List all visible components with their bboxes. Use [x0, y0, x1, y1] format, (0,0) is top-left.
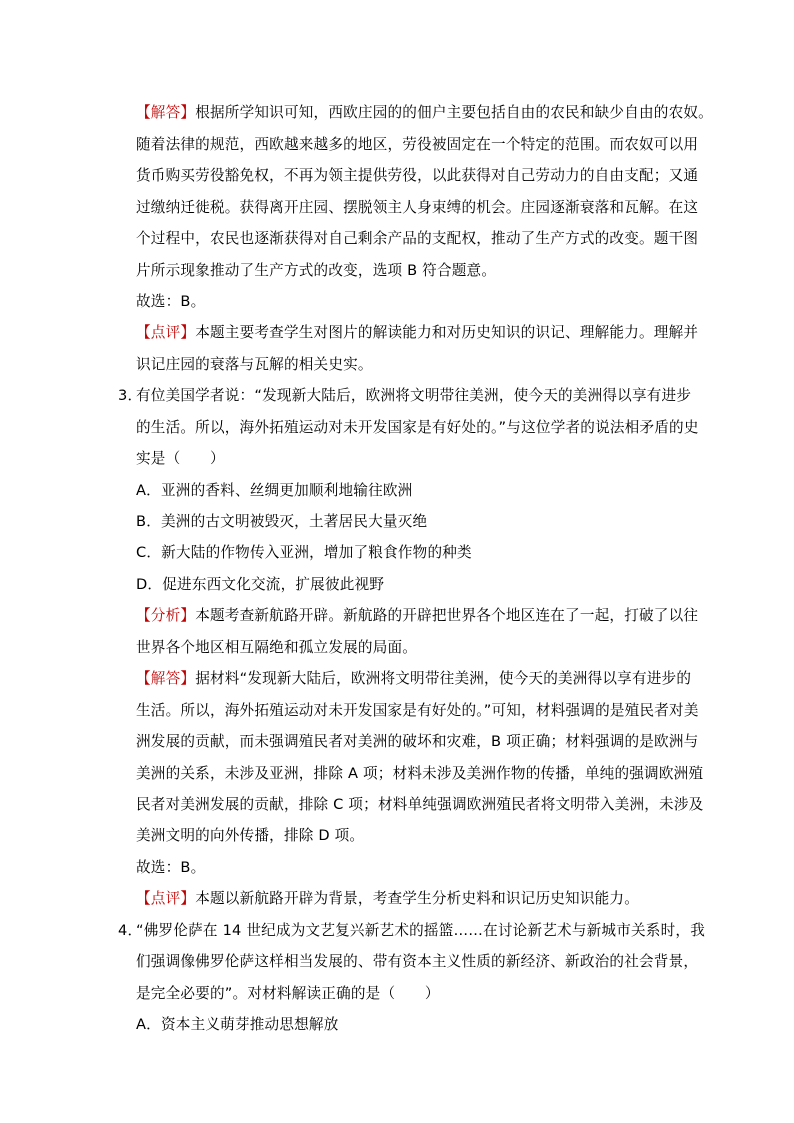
q2-answer-line-3: 货币购买劳役豁免权，不再为领主提供劳役，以此获得对自己劳动力的自由支配；又通 [136, 167, 699, 184]
q4-number: 4． [118, 922, 143, 939]
q3-answer-line-6: 美洲文明的向外传播，排除 D 项。 [136, 827, 365, 844]
q3-answer-line-4: 美洲的关系，未涉及亚洲，排除 A 项；材料未涉及美洲作物的传播，单纯的强调欧洲殖 [136, 765, 704, 782]
q3-analysis-line-1: 【分析】本题考查新航路开辟。新航路的开辟把世界各个地区连在了一起，打破了以往 [136, 607, 699, 624]
answer-tag: 【解答】 [136, 670, 196, 687]
comment-tag: 【点评】 [136, 890, 196, 907]
q3-answer-line-1: 【解答】据材料“发现新大陆后，欧洲将文明带往美洲，使今天的美洲得以享有进步的 [136, 670, 692, 687]
q3-choice: 故选：B。 [136, 859, 206, 876]
q3-option-d: D．促进东西文化交流，扩展彼此视野 [136, 576, 385, 593]
q2-choice: 故选：B。 [136, 293, 206, 310]
q2-answer-line-4: 过缴纳迁徙税。获得离开庄园、摆脱领主人身束缚的机会。庄园逐渐衰落和瓦解。在这 [136, 199, 699, 216]
q4-stem-line-1: “佛罗伦萨在 14 世纪成为文艺复兴新艺术的摇篮……在讨论新艺术与新城市关系时，我 [136, 922, 705, 939]
q3-comment-line-1: 【点评】本题以新航路开辟为背景，考查学生分析史料和识记历史知识能力。 [136, 890, 640, 907]
q3-stem-line-3: 实是（ ） [136, 450, 225, 467]
q3-option-c: C．新大陆的作物传入亚洲，增加了粮食作物的种类 [136, 544, 472, 561]
q3-analysis-line-2: 世界各个地区相互隔绝和孤立发展的局面。 [136, 639, 418, 656]
q4-option-a: A．资本主义萌芽推动思想解放 [136, 1016, 339, 1033]
q2-comment-line-2: 识记庄园的衰落与瓦解的相关史实。 [136, 356, 373, 373]
q2-answer-line-1: 【解答】根据所学知识可知，西欧庄园的的佃户主要包括自由的农民和缺少自由的农奴。 [136, 104, 713, 121]
q3-number: 3． [118, 387, 143, 404]
q3-answer-line-5: 民者对美洲发展的贡献，排除 C 项；材料单纯强调欧洲殖民者将文明带入美洲，未涉及 [136, 796, 704, 813]
q2-answer-line-2: 随着法律的规范，西欧越来越多的地区，劳役被固定在一个特定的范围。而农奴可以用 [136, 136, 699, 153]
q3-option-a: A．亚洲的香料、丝绸更加顺利地输往欧洲 [136, 482, 413, 499]
answer-tag: 【解答】 [136, 104, 196, 121]
q2-answer-line-5: 个过程中，农民也逐渐获得对自己剩余产品的支配权，推动了生产方式的改变。题干图 [136, 230, 699, 247]
analysis-tag: 【分析】 [136, 607, 196, 624]
comment-tag: 【点评】 [136, 324, 196, 341]
q3-stem-line-1: 有位美国学者说：“发现新大陆后，欧洲将文明带往美洲，使今天的美洲得以享有进步 [136, 387, 692, 404]
q3-answer-line-3: 洲发展的贡献，而未强调殖民者对美洲的破坏和灾难，B 项正确；材料强调的是欧洲与 [136, 733, 699, 750]
q3-stem-line-2: 的生活。所以，海外拓殖运动对未开发国家是有好处的。”与这位学者的说法相矛盾的史 [136, 419, 699, 436]
q3-option-b: B．美洲的古文明被毁灭，土著居民大量灭绝 [136, 513, 428, 530]
q4-stem-line-3: 是完全必要的”。对材料解读正确的是（ ） [136, 985, 440, 1002]
q3-answer-line-2: 生活。所以，海外拓殖运动对未开发国家是有好处的。”可知，材料强调的是殖民者对美 [136, 702, 699, 719]
q2-comment-line-1: 【点评】本题主要考查学生对图片的解读能力和对历史知识的识记、理解能力。理解并 [136, 324, 699, 341]
q4-stem-line-2: 们强调像佛罗伦萨这样相当发展的、带有资本主义性质的新经济、新政治的社会背景， [136, 953, 699, 970]
q2-answer-line-6: 片所示现象推动了生产方式的改变，选项 B 符合题意。 [136, 262, 497, 279]
